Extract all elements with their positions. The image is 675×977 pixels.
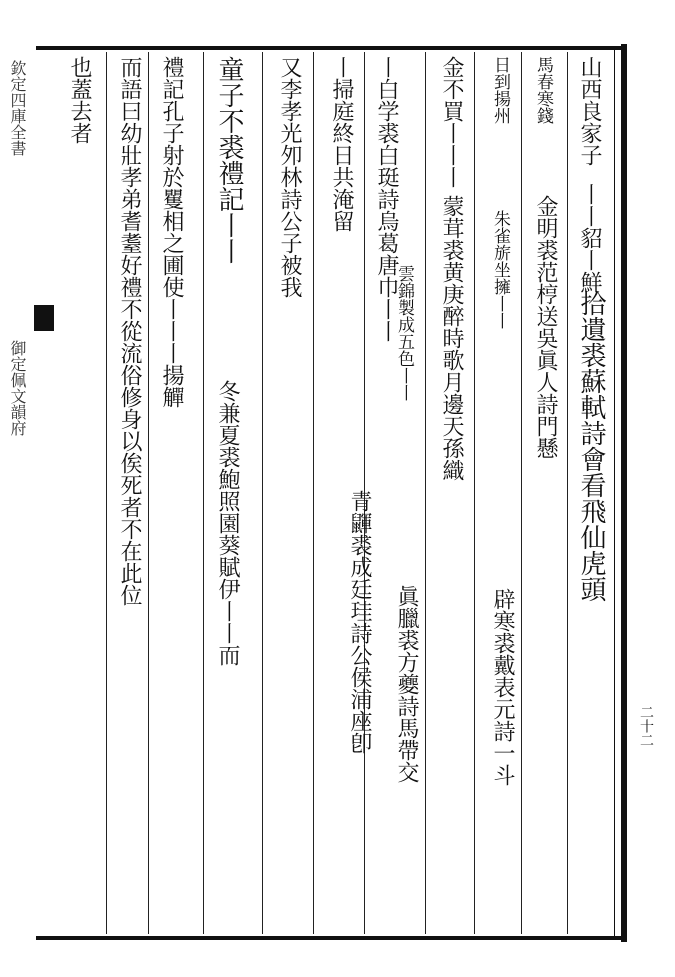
text-column-1b: 丨丨貂丨鮮	[577, 183, 602, 293]
text-column-7a: 又李孝光夘林詩公子被我	[277, 56, 302, 298]
column-rule	[567, 52, 568, 934]
text-column-10a: 也蓋去者	[67, 56, 92, 144]
text-column-5b: 眞臘裘方夔詩馬帶交	[394, 585, 419, 783]
text-column-8b: 冬兼夏裘鮑照園葵賦伊丨丨而	[215, 380, 240, 666]
column-rule	[262, 52, 263, 934]
column-rule	[425, 52, 426, 934]
column-rule	[203, 52, 204, 934]
column-rule	[313, 52, 314, 934]
column-rule	[521, 52, 522, 934]
spine-fishtail-mark	[34, 305, 54, 331]
text-column-1: 山西良家子	[577, 56, 602, 166]
column-rule	[474, 52, 475, 934]
spine-title-lower: 御定佩文韻府	[8, 340, 27, 436]
frame-top-border	[36, 46, 621, 50]
text-column-5a: 雲錦製成五色丨丨	[394, 265, 414, 401]
text-column-3c: 辟寒裘戴表元詩一斗	[490, 588, 515, 786]
text-column-3a: 日到揚州	[490, 56, 510, 124]
frame-right-inner-line	[614, 46, 615, 940]
text-column-9b: 而語曰幼壯孝弟耆耋好禮不從流俗修身以俟死者不在此位	[117, 56, 142, 606]
text-column-4b: 蒙茸裘黄庚醉時歌月邊天孫織	[439, 195, 464, 481]
text-column-6b: 丨掃庭終日共淹留	[329, 56, 354, 232]
text-column-8a: 童子不裘禮記丨丨	[214, 56, 244, 264]
text-column-6a: 丨白学裘白珽詩烏葛唐巾丨丨	[374, 56, 399, 342]
column-rule	[106, 52, 107, 934]
text-column-1c: 拾遺裘蘇軾詩會看飛仙虎頭	[576, 290, 606, 602]
text-column-2a: 馬春寒錢	[533, 56, 553, 124]
text-column-6c: 青鼲裘成廷珪詩公侯浦座卽	[347, 490, 372, 754]
column-rule	[148, 52, 149, 934]
text-column-3b: 朱雀旂坐擁丨丨	[490, 210, 510, 329]
spine-title-upper: 欽定四庫全書	[8, 60, 27, 156]
page-number: 二十二	[638, 705, 654, 747]
text-column-4a: 金不買丨丨丨	[439, 56, 464, 188]
text-column-9a: 禮記孔子射於矍相之圃使丨丨丨揚觶	[159, 56, 184, 408]
frame-bottom-border	[36, 936, 621, 940]
text-column-2b: 金明裘范梈送吳眞人詩門懸	[533, 195, 558, 459]
frame-right-border	[621, 44, 627, 942]
